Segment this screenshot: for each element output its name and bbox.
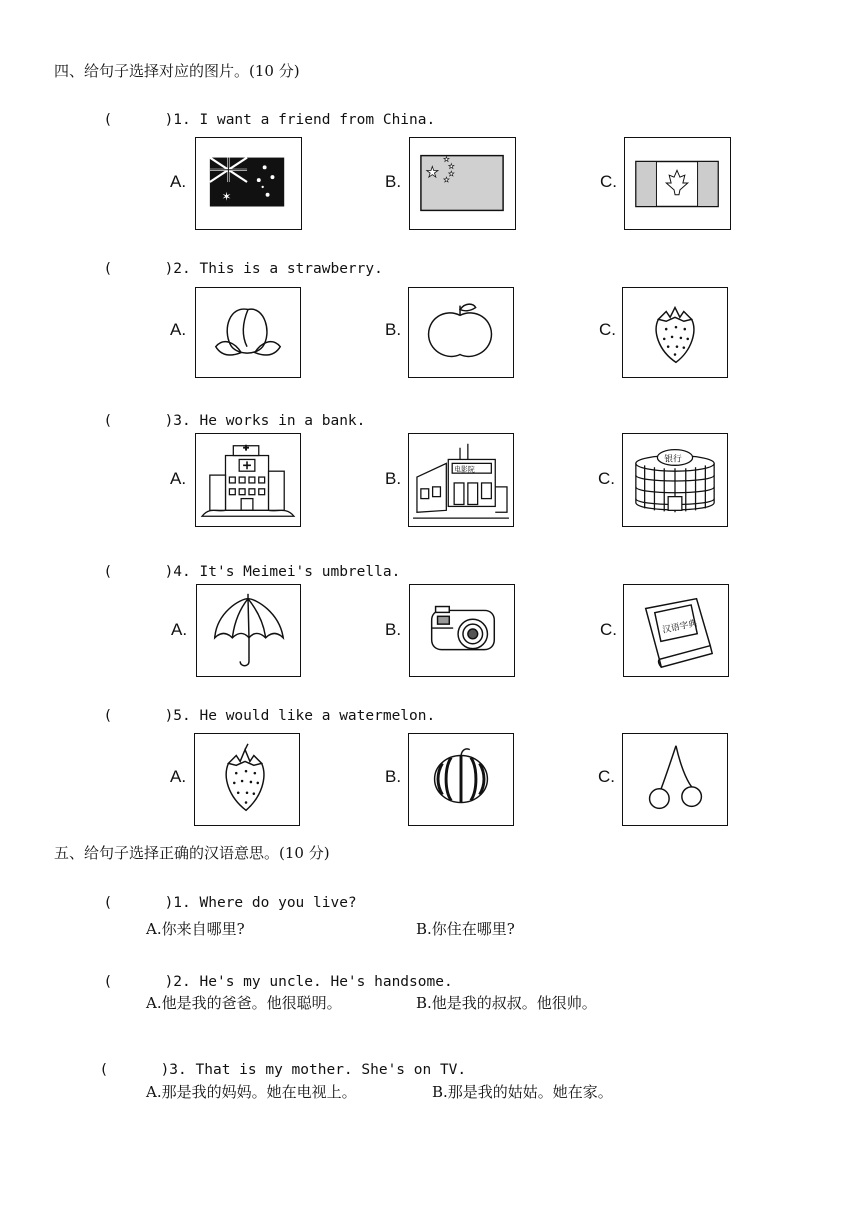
option-image-b[interactable] <box>409 137 516 230</box>
answer-blank[interactable]: ( )2. <box>103 974 191 990</box>
option-image-c[interactable] <box>622 733 728 826</box>
choice-b[interactable]: B.那是我的姑姑。她在家。 <box>432 1083 613 1101</box>
question-text: He's my uncle. He's handsome. <box>199 974 453 990</box>
option-image-b[interactable] <box>408 433 514 527</box>
option-letter: A. <box>170 469 187 488</box>
option-image-a[interactable] <box>195 287 301 378</box>
translation-question-1-row <box>86 879 357 911</box>
dictionary-cover-label: 汉语字典 <box>661 618 699 636</box>
svg-text:★: ★ <box>443 176 450 185</box>
svg-text:★: ★ <box>443 155 450 164</box>
cinema-sign-label: 电影院 <box>454 465 475 474</box>
dictionary-icon <box>624 585 728 676</box>
choice-a[interactable]: A.他是我的爸爸。他很聪明。 <box>146 994 342 1012</box>
option-image-a[interactable] <box>194 733 300 826</box>
answer-blank[interactable]: ( )1. <box>103 895 191 911</box>
option-image-a[interactable] <box>195 137 302 230</box>
option-image-b[interactable] <box>408 733 514 826</box>
option-letter: B. <box>385 767 402 786</box>
option-letter: A. <box>170 767 187 786</box>
translation-question-3-row <box>82 1046 466 1078</box>
option-image-a[interactable] <box>196 584 301 677</box>
question-1-row <box>86 96 435 128</box>
answer-blank[interactable]: ( )5. <box>103 708 191 724</box>
option-image-c[interactable] <box>622 287 728 378</box>
choice-b[interactable]: B.你住在哪里? <box>416 920 515 938</box>
option-letter: A. <box>170 172 187 191</box>
answer-blank[interactable]: ( )3. <box>103 413 191 429</box>
question-3-row <box>86 397 365 429</box>
camera-icon <box>410 585 514 676</box>
question-4-row <box>86 548 400 580</box>
svg-text:✶: ✶ <box>221 189 232 204</box>
choice-a[interactable]: A.你来自哪里? <box>146 920 245 938</box>
answer-blank[interactable]: ( )4. <box>103 564 191 580</box>
option-letter: C. <box>598 469 615 488</box>
strawberry-icon <box>623 288 727 377</box>
china-flag-icon <box>410 138 515 229</box>
svg-text:★: ★ <box>448 162 455 171</box>
option-letter: C. <box>600 172 617 191</box>
svg-text:★: ★ <box>425 164 439 182</box>
answer-blank[interactable]: ( )3. <box>99 1062 187 1078</box>
option-letter: A. <box>170 320 187 339</box>
option-image-c[interactable] <box>624 137 731 230</box>
peach-icon <box>196 288 300 377</box>
question-text: I want a friend from China. <box>199 112 436 128</box>
section-4-title: 四、给句子选择对应的图片。(10 分) <box>54 62 300 80</box>
cherry-icon <box>623 734 727 825</box>
umbrella-icon <box>197 585 300 676</box>
cinema-icon <box>409 434 513 526</box>
option-image-b[interactable] <box>408 287 514 378</box>
canada-flag-icon <box>625 138 730 229</box>
section-5-title: 五、给句子选择正确的汉语意思。(10 分) <box>54 844 330 862</box>
question-2-row <box>86 245 383 277</box>
question-text: It's Meimei's umbrella. <box>199 564 401 580</box>
svg-text:★: ★ <box>448 170 455 179</box>
question-text: He works in a bank. <box>199 413 366 429</box>
question-text: This is a strawberry. <box>199 261 383 277</box>
question-text: He would like a watermelon. <box>199 708 436 724</box>
hospital-icon <box>196 434 300 526</box>
option-image-c[interactable] <box>623 584 729 677</box>
option-letter: A. <box>171 620 188 639</box>
option-image-b[interactable] <box>409 584 515 677</box>
watermelon-icon <box>409 734 513 825</box>
option-letter: C. <box>599 320 616 339</box>
option-letter: B. <box>385 172 402 191</box>
strawberry-icon <box>195 734 299 825</box>
choice-a[interactable]: A.那是我的妈妈。她在电视上。 <box>146 1083 357 1101</box>
australia-flag-icon <box>196 138 301 229</box>
question-text: Where do you live? <box>199 895 357 911</box>
bank-sign-label: 银行 <box>664 454 682 465</box>
bank-icon <box>623 434 727 526</box>
option-letter: C. <box>600 620 617 639</box>
answer-blank[interactable]: ( )1. <box>103 112 191 128</box>
option-letter: B. <box>385 620 402 639</box>
translation-question-2-row <box>86 958 453 990</box>
option-letter: B. <box>385 320 402 339</box>
answer-blank[interactable]: ( )2. <box>103 261 191 277</box>
choice-b[interactable]: B.他是我的叔叔。他很帅。 <box>416 994 597 1012</box>
option-image-c[interactable] <box>622 433 728 527</box>
option-letter: B. <box>385 469 402 488</box>
apple-icon <box>409 288 513 377</box>
question-text: That is my mother. She's on TV. <box>195 1062 467 1078</box>
option-image-a[interactable] <box>195 433 301 527</box>
question-5-row <box>86 692 435 724</box>
option-letter: C. <box>598 767 615 786</box>
